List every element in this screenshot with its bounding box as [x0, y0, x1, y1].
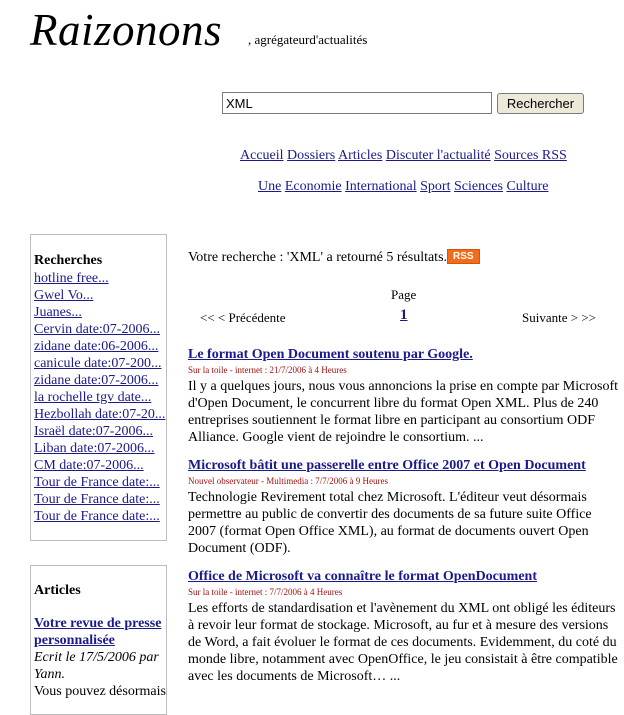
nav-accueil[interactable]: Accueil	[240, 148, 284, 163]
recherche-link[interactable]: Hezbollah date:07-20...	[34, 407, 166, 422]
recherche-link[interactable]: Gwel Vo...	[34, 288, 94, 303]
prev-page-link[interactable]: << < Précédente	[200, 310, 286, 325]
result-title-link[interactable]: Microsoft bâtit une passerelle entre Office 2007 et Open Document	[188, 458, 586, 473]
recherche-link[interactable]: hotline free...	[34, 271, 109, 286]
articles-title: Articles	[34, 583, 81, 598]
nav-culture[interactable]: Culture	[506, 179, 549, 194]
nav-economie[interactable]: Economie	[284, 179, 342, 194]
result-item	[188, 567, 620, 685]
recherche-link[interactable]: canicule date:07-200...	[34, 356, 162, 371]
result-text: Les efforts de standardisation et l'avènement du XML ont obligé les éditeurs à revoir leur format de stockage. Microsoft, au fur et à mesure des versions de Word, a fait évoluer le format de ces documents. Evidemment, du coté du monde libre, notamment avec OpenOffice, le jeu consistait à être compatible avec les documents de Microsoft… ...	[188, 601, 618, 684]
search-input[interactable]	[222, 92, 492, 114]
results-summary-text: Votre recherche : 'XML' a retourné 5 résultats.	[188, 250, 448, 265]
recherches-list	[34, 270, 166, 525]
rss-badge[interactable]: RSS	[447, 249, 480, 264]
recherche-link[interactable]: la rochelle tgv date...	[34, 390, 152, 405]
nav-articles[interactable]: Articles	[338, 148, 383, 163]
recherche-link[interactable]: zidane date:06-2006...	[34, 339, 159, 354]
sidebar-article-text: Vous pouvez désormais	[34, 684, 166, 699]
recherches-title: Recherches	[34, 253, 103, 268]
recherches-box	[30, 234, 167, 541]
result-item	[188, 345, 620, 446]
nav-une[interactable]: Une	[258, 179, 282, 194]
page-label: Page	[391, 287, 417, 302]
sidebar-article-link[interactable]: Votre revue de presse personnalisée	[34, 616, 162, 648]
articles-box	[30, 565, 167, 715]
recherche-link[interactable]: Juanes...	[34, 305, 82, 320]
search-button[interactable]: Rechercher	[497, 93, 584, 114]
site-logo: Raizonons	[30, 5, 223, 55]
recherche-link[interactable]: CM date:07-2006...	[34, 458, 144, 473]
recherche-link[interactable]: zidane date:07-2006...	[34, 373, 159, 388]
site-tagline: , agrégateurd'actualités	[248, 32, 368, 47]
recherche-link[interactable]: Cervin date:07-2006...	[34, 322, 160, 337]
recherche-link[interactable]: Tour de France date:...	[34, 509, 160, 524]
results-list	[188, 345, 620, 695]
nav-sport[interactable]: Sport	[420, 179, 451, 194]
nav-sciences[interactable]: Sciences	[453, 179, 503, 194]
result-meta: Sur la toile - internet : 21/7/2006 à 4 Heures	[188, 365, 347, 375]
section-nav	[258, 179, 548, 195]
result-meta: Nouvel observateur - Multimedia : 7/7/2006 à 9 Heures	[188, 476, 388, 486]
next-page-link[interactable]: Suivante > >>	[522, 310, 596, 325]
nav-international[interactable]: International	[345, 179, 417, 194]
sidebar-article-meta: Ecrit le 17/5/2006 par Yann.	[34, 650, 159, 682]
nav-dossiers[interactable]: Dossiers	[287, 148, 336, 163]
nav-sources-rss[interactable]: Sources RSS	[494, 148, 567, 163]
result-text: Il y a quelques jours, nous vous annoncions la prise en compte par Microsoft d'Open Document, le concurrent libre du format Open XML. Plus de 240 entreprises soutiennent le format libre en participant au consortium ODF Alliance. Google vient de rejoindre le consortium. ...	[188, 379, 619, 445]
recherche-link[interactable]: Liban date:07-2006...	[34, 441, 155, 456]
result-title-link[interactable]: Le format Open Document soutenu par Google.	[188, 347, 473, 362]
primary-nav	[240, 148, 567, 164]
result-meta: Sur la toile - internet : 7/7/2006 à 4 Heures	[188, 587, 343, 597]
result-item	[188, 456, 620, 557]
result-text: Technologie Revirement total chez Microsoft. L'éditeur veut désormais permettre au public de convertir des documents de sa future suite Office 2007 (format Open Office XML), au format de documents ouvert Open Document (ODF).	[188, 490, 592, 556]
recherche-link[interactable]: Tour de France date:...	[34, 492, 160, 507]
result-title-link[interactable]: Office de Microsoft va connaître le format OpenDocument	[188, 569, 538, 584]
nav-discuter[interactable]: Discuter l'actualité	[385, 148, 491, 163]
recherche-link[interactable]: Tour de France date:...	[34, 475, 160, 490]
recherche-link[interactable]: Israël date:07-2006...	[34, 424, 153, 439]
results-summary	[188, 249, 480, 266]
page-number-link[interactable]: 1	[400, 307, 408, 323]
